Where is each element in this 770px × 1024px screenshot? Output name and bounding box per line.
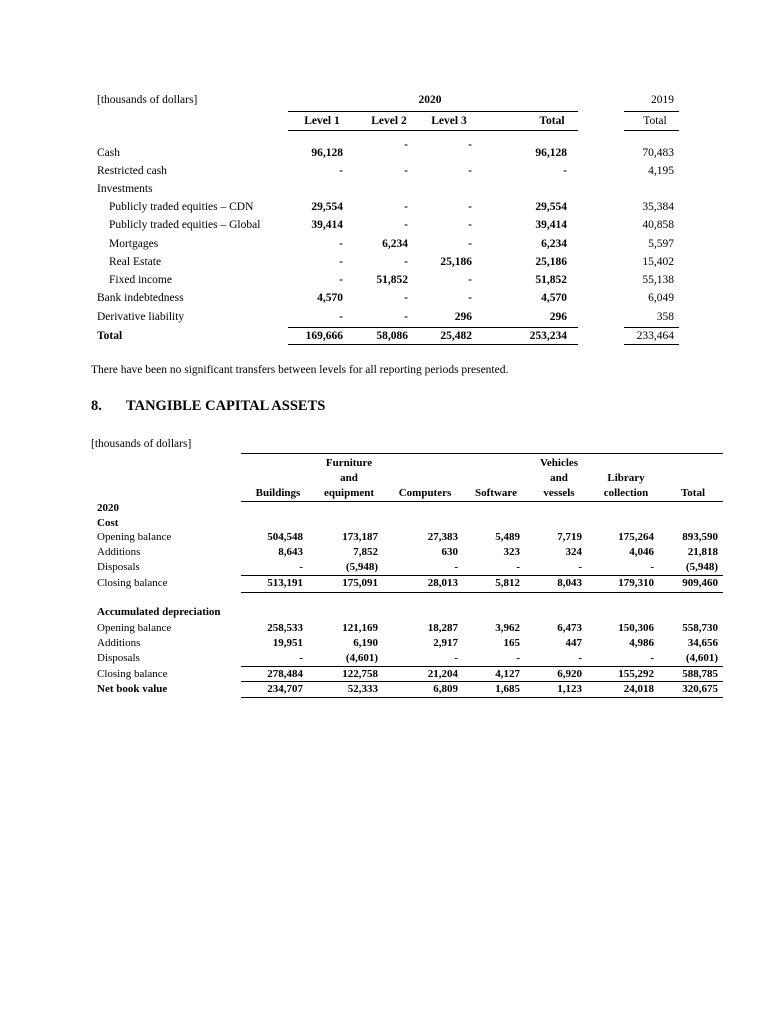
tca-row-label: Closing balance <box>97 668 168 680</box>
fv-cell: 58,086 <box>376 330 408 342</box>
tca-cell: 7,852 <box>353 546 378 558</box>
fv-cell: 55,138 <box>642 274 674 286</box>
tca-cell: 4,986 <box>629 637 654 649</box>
tca-cell: 122,758 <box>342 668 378 680</box>
tca-cell: 6,920 <box>557 668 582 680</box>
tca-row-label: Opening balance <box>97 622 172 634</box>
fv-header-rule <box>288 130 578 131</box>
fv-cell: 96,128 <box>535 147 567 159</box>
tca-cell: 173,187 <box>342 531 378 543</box>
tca-dep-subtotal-rule <box>241 666 723 667</box>
tca-cost-subtotal-rule <box>241 575 723 576</box>
tca-nbv-cell: 234,707 <box>267 683 303 695</box>
tca-header-buildings <box>238 486 318 501</box>
fv-cell: 51,852 <box>535 274 567 286</box>
fv-bottom-rule <box>288 344 578 345</box>
fv-cell: 358 <box>656 311 674 323</box>
tca-cell: 5,489 <box>495 531 520 543</box>
tca-cell: - <box>650 652 654 664</box>
tca-cell: 8,643 <box>278 546 303 558</box>
fv-row-label: Investments <box>97 183 153 195</box>
tca-cell: 7,719 <box>557 531 582 543</box>
fv-row-label: Total <box>97 330 123 342</box>
fv-cell: 296 <box>549 311 567 323</box>
tca-nbv-cell: 1,123 <box>557 683 582 695</box>
tca-cell: 21,818 <box>687 546 718 558</box>
fv-cell: - <box>404 256 408 268</box>
fv-cell: 4,570 <box>541 292 567 304</box>
tca-cell: (4,601) <box>345 652 378 664</box>
fv-cell: - <box>339 238 343 250</box>
tca-nbv-cell: 24,018 <box>623 683 654 695</box>
tca-unit-label: [thousands of dollars] <box>91 438 192 450</box>
fv-row-label: Publicly traded equities – CDN <box>109 201 254 213</box>
tca-cell: 893,590 <box>682 531 718 543</box>
tca-year: 2020 <box>97 502 119 514</box>
fv-cell: - <box>468 139 472 151</box>
tca-cell: 175,264 <box>618 531 654 543</box>
fv-cell: 29,554 <box>311 201 343 213</box>
tca-cell: - <box>578 652 582 664</box>
tca-cell: 278,484 <box>267 668 303 680</box>
fv-cell: 39,414 <box>535 219 567 231</box>
tca-cell: 6,473 <box>557 622 582 634</box>
fv-cell: 6,049 <box>648 292 674 304</box>
tca-header-furniture <box>309 456 389 501</box>
fv-row-label: Fixed income <box>109 274 172 286</box>
tca-cell: 19,951 <box>272 637 303 649</box>
section-number: 8. <box>91 398 102 414</box>
fv-cell: - <box>339 274 343 286</box>
tca-header-line: Buildings <box>255 487 301 499</box>
fv-cell: - <box>404 139 408 151</box>
fv-row-label: Publicly traded equities – Global <box>109 219 261 231</box>
fv-total-prior-rule <box>624 327 679 328</box>
tca-header-line: Library <box>607 472 645 484</box>
fv-row-label: Derivative liability <box>97 311 185 323</box>
tca-bottom-rule <box>241 697 723 698</box>
fv-cell: 40,858 <box>642 219 674 231</box>
tca-row-label: Additions <box>97 546 141 558</box>
tca-header-line: collection <box>603 487 649 499</box>
tca-cell: (5,948) <box>345 561 378 573</box>
tca-header-line: Furniture <box>325 457 373 469</box>
fv-cell: 296 <box>454 311 472 323</box>
tca-header-line: equipment <box>323 487 375 499</box>
fv-cell: 25,186 <box>440 256 472 268</box>
fv-cell: - <box>339 311 343 323</box>
tca-nbv-cell: 320,675 <box>682 683 718 695</box>
fv-year-prior-rule <box>624 111 679 112</box>
tca-header-line: Vehicles <box>539 457 579 469</box>
fv-cell: 15,402 <box>642 256 674 268</box>
fv-cell: - <box>404 292 408 304</box>
fv-cell: 70,483 <box>642 147 674 159</box>
fv-note: There have been no significant transfers between levels for all reporting periods presented. <box>91 364 509 376</box>
tca-cell: 155,292 <box>618 668 654 680</box>
tca-cost-heading: Cost <box>97 517 119 529</box>
fv-cell: - <box>339 256 343 268</box>
fv-cell: 6,234 <box>541 238 567 250</box>
fv-cell: - <box>468 219 472 231</box>
fv-total-rule <box>288 327 578 328</box>
fv-cell: - <box>404 201 408 213</box>
tca-header-line: and <box>340 472 358 484</box>
fv-cell: - <box>404 311 408 323</box>
tca-cell: (5,948) <box>685 561 718 573</box>
fv-header-level-3: Level 3 <box>431 115 467 127</box>
tca-cell: 175,091 <box>342 577 378 589</box>
fv-year-prior: 2019 <box>651 94 674 106</box>
tca-cell: 150,306 <box>618 622 654 634</box>
tca-cell: 8,043 <box>557 577 582 589</box>
tca-cell: 5,812 <box>495 577 520 589</box>
fv-cell: 39,414 <box>311 219 343 231</box>
tca-row-label: Closing balance <box>97 577 168 589</box>
tca-header-total <box>653 486 733 501</box>
tca-row-label: Disposals <box>97 652 140 664</box>
tca-cell: 34,656 <box>687 637 718 649</box>
fv-row-label: Mortgages <box>109 238 159 250</box>
tca-cell: 324 <box>565 546 582 558</box>
tca-header-line: vessels <box>543 487 575 499</box>
tca-cell: 588,785 <box>682 668 718 680</box>
tca-cell: 323 <box>503 546 520 558</box>
tca-row-label: Opening balance <box>97 531 172 543</box>
fv-cell: 6,234 <box>382 238 408 250</box>
fv-row-label: Real Estate <box>109 256 162 268</box>
fv-cell: 169,666 <box>305 330 343 342</box>
fv-cell: - <box>339 165 343 177</box>
fv-cell: 233,464 <box>636 330 674 342</box>
tca-top-rule <box>241 453 723 454</box>
tca-cell: 18,287 <box>427 622 458 634</box>
tca-header-line: Computers <box>398 487 452 499</box>
tca-cost-bottom-rule <box>241 592 723 593</box>
tca-dep-heading: Accumulated depreciation <box>97 606 221 618</box>
tca-nbv-cell: 52,333 <box>347 683 378 695</box>
tca-row-label: Disposals <box>97 561 140 573</box>
fv-cell: - <box>468 274 472 286</box>
tca-header-line: Total <box>680 487 706 499</box>
tca-cell: 630 <box>441 546 458 558</box>
tca-cell: - <box>578 561 582 573</box>
fv-cell: 51,852 <box>376 274 408 286</box>
fv-cell: 29,554 <box>535 201 567 213</box>
fv-header-total-prior: Total <box>643 115 667 127</box>
tca-header-line: Software <box>475 487 517 499</box>
tca-cell: - <box>516 652 520 664</box>
tca-row-label: Additions <box>97 637 141 649</box>
tca-cell: - <box>650 561 654 573</box>
tca-cell: 504,548 <box>267 531 303 543</box>
fv-bottom-prior-rule <box>624 344 679 345</box>
fv-cell: 35,384 <box>642 201 674 213</box>
fv-header-level-2: Level 2 <box>371 115 407 127</box>
tca-cell: - <box>454 652 458 664</box>
tca-cell: 165 <box>503 637 520 649</box>
fv-cell: - <box>404 219 408 231</box>
fv-cell: 4,570 <box>317 292 343 304</box>
tca-cell: - <box>299 652 303 664</box>
tca-cell: 513,191 <box>267 577 303 589</box>
fv-cell: 4,195 <box>648 165 674 177</box>
tca-cell: 4,046 <box>629 546 654 558</box>
tca-dep-total-rule <box>241 681 723 682</box>
fv-cell: 5,597 <box>648 238 674 250</box>
fv-cell: - <box>468 201 472 213</box>
fv-cell: - <box>468 292 472 304</box>
tca-cell: 179,310 <box>618 577 654 589</box>
fv-row-label: Restricted cash <box>97 165 167 177</box>
tca-cell: 121,169 <box>342 622 378 634</box>
tca-cell: (4,601) <box>685 652 718 664</box>
tca-cell: 2,917 <box>433 637 458 649</box>
fv-cell: 96,128 <box>311 147 343 159</box>
fv-unit-label: [thousands of dollars] <box>97 94 198 106</box>
fv-header-level-1: Level 1 <box>304 115 340 127</box>
tca-header-rule <box>241 501 723 502</box>
tca-header-line: and <box>550 472 568 484</box>
tca-cell: 258,533 <box>267 622 303 634</box>
fv-year-rule <box>288 111 578 112</box>
fv-cell: - <box>563 165 567 177</box>
fv-cell: 253,234 <box>529 330 567 342</box>
tca-cell: - <box>516 561 520 573</box>
tca-cell: 3,962 <box>495 622 520 634</box>
tca-cell: 6,190 <box>353 637 378 649</box>
fv-cell: - <box>468 165 472 177</box>
fv-cell: 25,186 <box>535 256 567 268</box>
fv-cell: - <box>468 238 472 250</box>
fv-row-label: Cash <box>97 147 120 159</box>
fv-header-prior-rule <box>624 130 679 131</box>
tca-cell: 447 <box>565 637 582 649</box>
fv-row-label: Bank indebtedness <box>97 292 184 304</box>
tca-nbv-label: Net book value <box>97 683 168 695</box>
tca-header-computers <box>385 486 465 501</box>
fv-header-total: Total <box>539 115 565 127</box>
tca-cell: 909,460 <box>682 577 718 589</box>
tca-cell: 27,383 <box>427 531 458 543</box>
fv-cell: 25,482 <box>440 330 472 342</box>
tca-cell: 4,127 <box>495 668 520 680</box>
tca-nbv-cell: 6,809 <box>433 683 458 695</box>
tca-nbv-cell: 1,685 <box>495 683 520 695</box>
tca-cell: 558,730 <box>682 622 718 634</box>
tca-cell: - <box>454 561 458 573</box>
section-title: TANGIBLE CAPITAL ASSETS <box>126 398 326 414</box>
tca-cell: 21,204 <box>427 668 458 680</box>
tca-cell: 28,013 <box>427 577 458 589</box>
fv-year-current: 2020 <box>418 94 442 106</box>
tca-cell: - <box>299 561 303 573</box>
fv-cell: - <box>404 165 408 177</box>
